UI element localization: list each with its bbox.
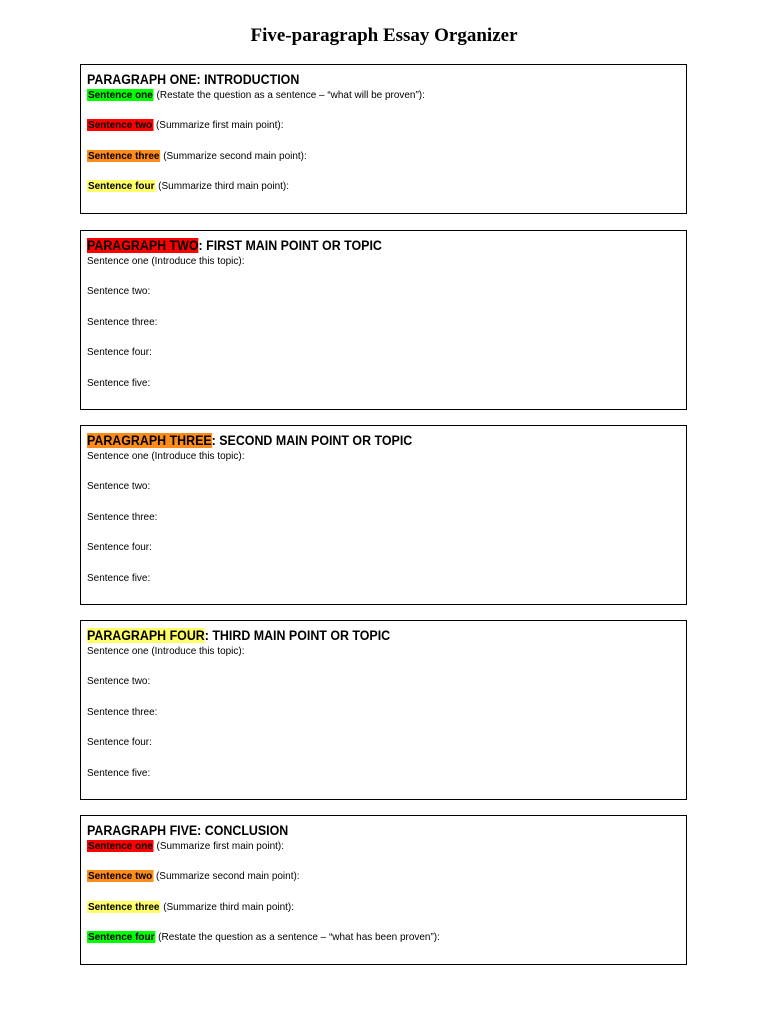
p5-sentence-three-label: Sentence three	[87, 900, 160, 913]
paragraph-three-heading-highlight: PARAGRAPH THREE	[87, 433, 212, 448]
p4-line-5: Sentence five:	[87, 766, 151, 779]
paragraph-two-box	[80, 230, 687, 410]
paragraph-four-heading-rest: : THIRD MAIN POINT OR TOPIC	[204, 628, 391, 643]
p5-sentence-three-text: (Summarize third main point):	[160, 900, 295, 913]
p5-sentence-three	[87, 900, 650, 914]
paragraph-five-heading: PARAGRAPH FIVE: CONCLUSION	[87, 823, 289, 838]
p4-line-1: Sentence one (Introduce this topic):	[87, 645, 245, 657]
p3-line-5: Sentence five:	[87, 571, 151, 584]
p1-sentence-four-label: Sentence four	[87, 180, 155, 193]
p1-sentence-two-label: Sentence two	[87, 119, 153, 132]
p2-line-4: Sentence four:	[87, 346, 152, 359]
p1-sentence-one	[87, 88, 650, 102]
p5-sentence-one-text: (Summarize first main point):	[153, 840, 285, 852]
p1-sentence-two	[87, 118, 650, 132]
p1-sentence-one-label: Sentence one	[87, 89, 153, 101]
page-title: Five-paragraph Essay Organizer	[250, 25, 518, 46]
p2-line-5: Sentence five:	[87, 376, 151, 389]
paragraph-five-box	[80, 815, 687, 965]
p5-sentence-two	[87, 869, 650, 883]
p2-line-1: Sentence one (Introduce this topic):	[87, 255, 245, 267]
p3-line-1: Sentence one (Introduce this topic):	[87, 450, 245, 462]
p1-sentence-three-label: Sentence three	[87, 149, 160, 162]
p3-line-3: Sentence three:	[87, 510, 158, 523]
paragraph-four-heading-highlight: PARAGRAPH FOUR	[87, 628, 205, 643]
p1-sentence-four-text: (Summarize third main point):	[155, 180, 290, 193]
paragraph-three-heading-rest: : SECOND MAIN POINT OR TOPIC	[211, 433, 413, 448]
p1-sentence-four	[87, 179, 650, 193]
paragraph-two-heading-rest: : FIRST MAIN POINT OR TOPIC	[198, 238, 382, 253]
p1-sentence-two-text: (Summarize first main point):	[153, 119, 284, 132]
paragraph-one-heading: PARAGRAPH ONE: INTRODUCTION	[87, 72, 300, 87]
p5-sentence-one-label: Sentence one	[87, 840, 153, 852]
p4-line-4: Sentence four:	[87, 736, 152, 749]
paragraph-two-heading-highlight: PARAGRAPH TWO	[87, 238, 199, 253]
p5-sentence-four	[87, 930, 650, 944]
p2-line-3: Sentence three:	[87, 315, 158, 328]
p1-sentence-one-text: (Restate the question as a sentence – “what will be proven”):	[153, 89, 425, 101]
p3-line-4: Sentence four:	[87, 541, 152, 554]
paragraph-three-box	[80, 425, 687, 605]
p1-sentence-three-text: (Summarize second main point):	[160, 149, 307, 162]
p1-sentence-three	[87, 149, 650, 163]
p4-line-3: Sentence three:	[87, 705, 158, 718]
p5-sentence-two-text: (Summarize second main point):	[153, 870, 300, 883]
paragraph-four-heading	[87, 627, 633, 644]
paragraph-two-heading	[87, 237, 633, 254]
p5-sentence-two-label: Sentence two	[87, 870, 153, 883]
paragraph-four-box	[80, 620, 687, 800]
paragraph-three-heading	[87, 432, 633, 449]
paragraph-one-box	[80, 64, 687, 214]
p5-sentence-four-label: Sentence four	[87, 931, 155, 944]
p2-line-2: Sentence two:	[87, 285, 151, 298]
p3-line-2: Sentence two:	[87, 480, 151, 493]
p5-sentence-one	[87, 839, 650, 853]
p5-sentence-four-text: (Restate the question as a sentence – “what has been proven”):	[155, 931, 440, 944]
p4-line-2: Sentence two:	[87, 675, 151, 688]
